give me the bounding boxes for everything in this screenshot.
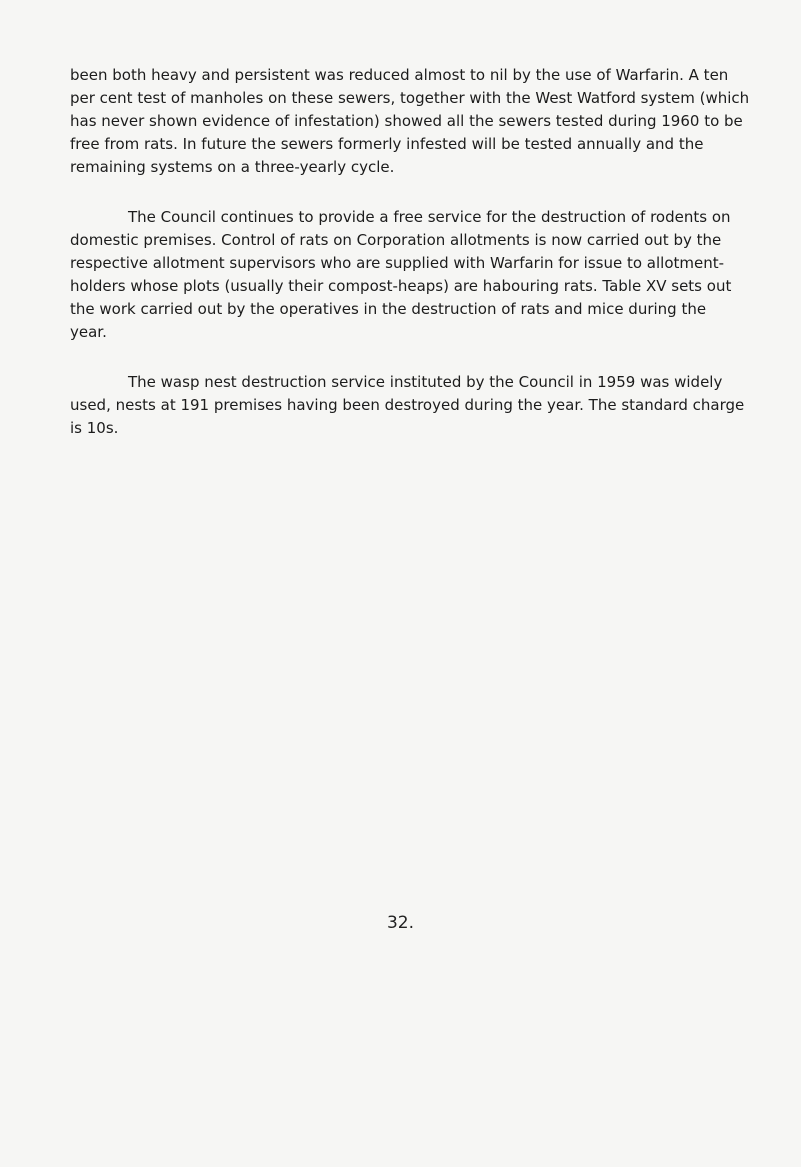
page-number: 32. (386, 913, 415, 933)
text-line: The Council continues to provide a free service for the destruction of rodents on (128, 208, 731, 226)
text-line: remaining systems on a three-yearly cycle. (70, 158, 395, 176)
text-line: respective allotment supervisors who are supplied with Warfarin for issue to allotment- (70, 254, 725, 272)
text-line: The wasp nest destruction service instituted by the Council in 1959 was widely (128, 373, 723, 391)
text-line: year. (70, 323, 107, 341)
text-line: free from rats. In future the sewers formerly infested will be tested annually and the (70, 135, 704, 153)
paragraph-sewer-testing (70, 64, 750, 179)
text-line: the work carried out by the operatives in the destruction of rats and mice during the (70, 300, 707, 318)
paragraph-rodent-service (70, 206, 735, 344)
text-line: domestic premises. Control of rats on Corporation allotments is now carried out by the (70, 231, 722, 249)
text-line: per cent test of manholes on these sewers, together with the West Watford system (which (70, 89, 750, 107)
body-text (70, 64, 750, 467)
text-line: is 10s. (70, 419, 119, 437)
text-line: been both heavy and persistent was reduced almost to nil by the use of Warfarin. A ten (70, 66, 729, 84)
text-line: holders whose plots (usually their compost-heaps) are habouring rats. Table XV sets out (70, 277, 732, 295)
paragraph-wasp-service (70, 371, 745, 440)
text-line: has never shown evidence of infestation) showed all the sewers tested during 1960 to be (70, 112, 743, 130)
text-line: used, nests at 191 premises having been destroyed during the year. The standard charge (70, 396, 745, 414)
